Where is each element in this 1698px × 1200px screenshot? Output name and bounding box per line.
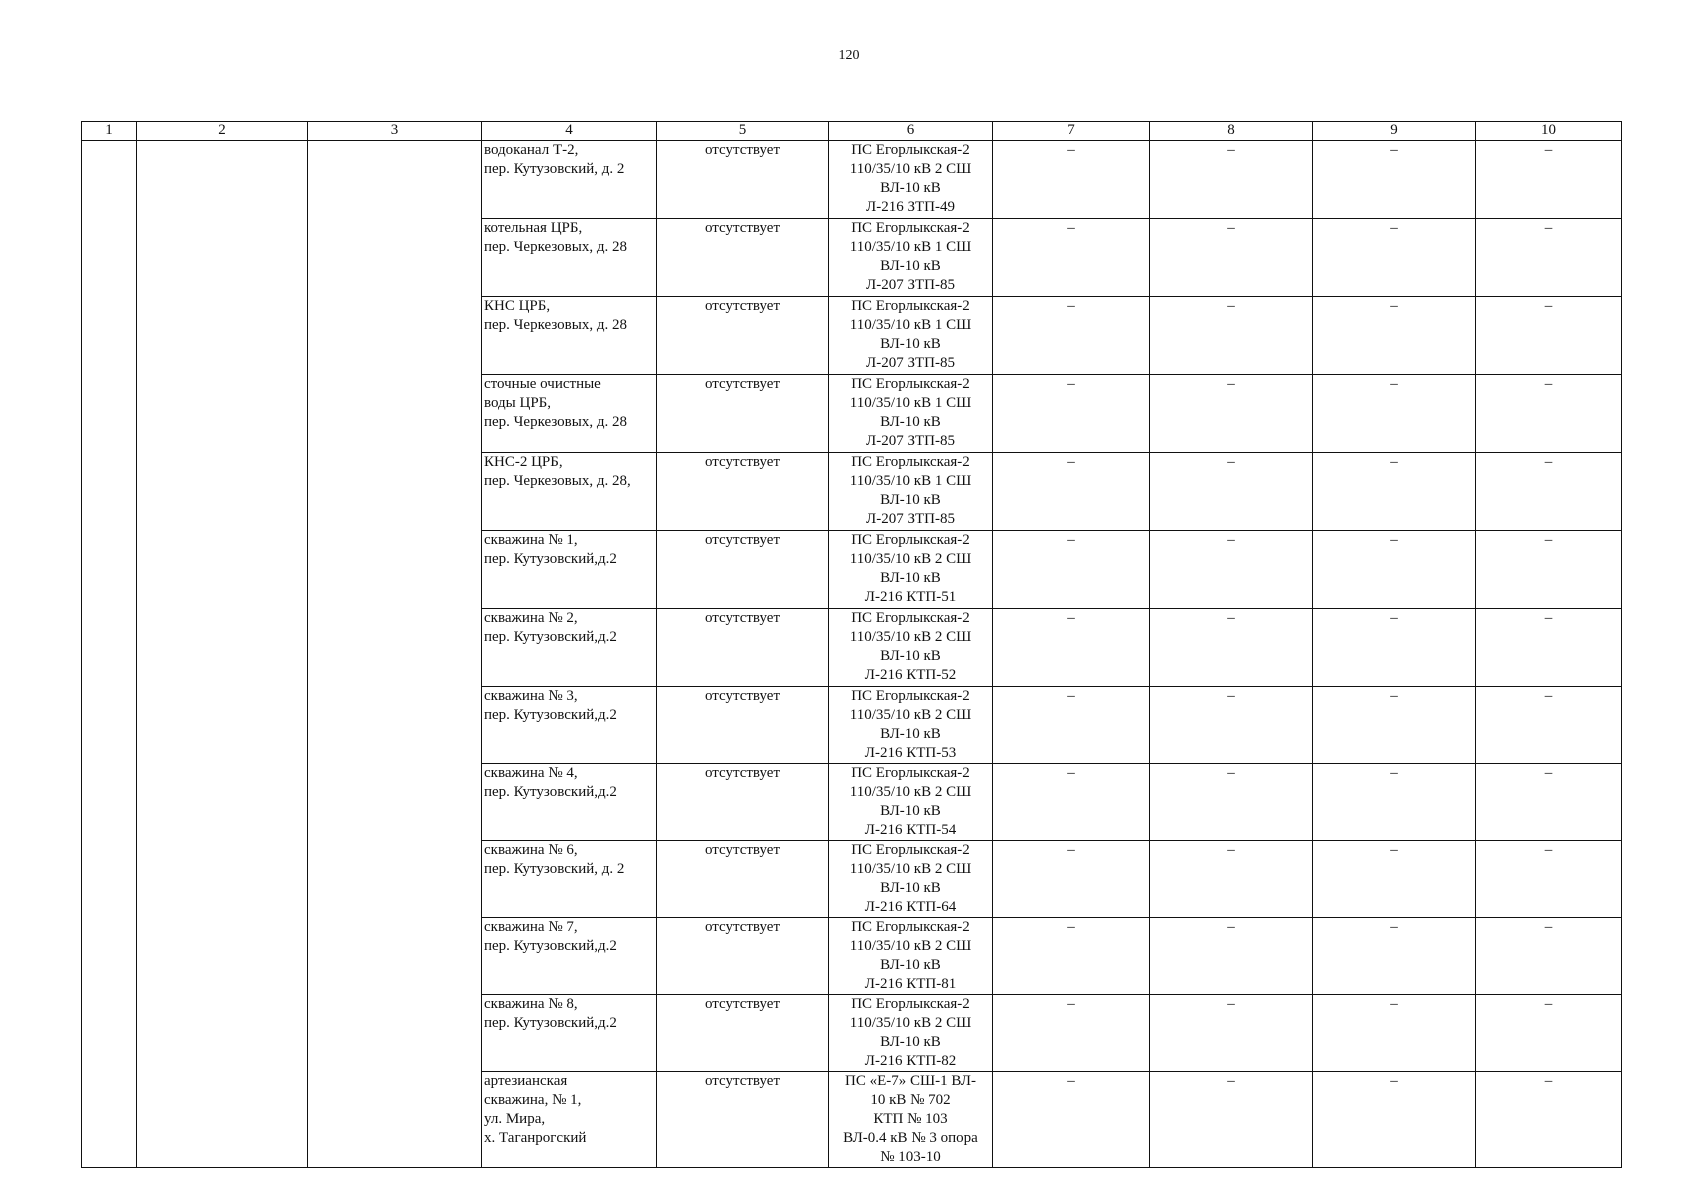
column-header: 2 <box>137 122 308 141</box>
dash-cell-c9: – <box>1313 1072 1476 1168</box>
column-header: 8 <box>1150 122 1313 141</box>
power-source-line: Л-216 КТП-52 <box>864 667 957 683</box>
dash-cell-c10: – <box>1476 764 1622 841</box>
object-line: пер. Кутузовский,д.2 <box>484 707 617 723</box>
status-cell: отсутствует <box>657 687 829 764</box>
power-source-line: 110/35/10 кВ 2 СШ <box>849 938 972 954</box>
table-row <box>82 141 1622 219</box>
power-source-line: ВЛ-10 кВ <box>880 180 941 196</box>
column-header: 3 <box>308 122 482 141</box>
object-line: пер. Кутузовский, д. 2 <box>484 861 625 877</box>
power-source-line: КТП № 103 <box>873 1111 948 1127</box>
power-source-line: ВЛ-10 кВ <box>880 258 941 274</box>
dash-cell-c8: – <box>1150 764 1313 841</box>
power-source-line: ВЛ-10 кВ <box>880 803 941 819</box>
object-cell <box>482 1072 657 1168</box>
object-line: пер. Кутузовский,д.2 <box>484 784 617 800</box>
dash-cell-c9: – <box>1313 764 1476 841</box>
power-source-line: ВЛ-10 кВ <box>880 570 941 586</box>
status-cell: отсутствует <box>657 375 829 453</box>
power-source-line: ВЛ-10 кВ <box>880 648 941 664</box>
power-source-line: ВЛ-10 кВ <box>880 726 941 742</box>
dash-cell-c7: – <box>993 531 1150 609</box>
dash-cell-c7: – <box>993 764 1150 841</box>
status-cell: отсутствует <box>657 297 829 375</box>
power-source-line: Л-216 ЗТП-49 <box>866 199 955 215</box>
object-line: пер. Черкезовых, д. 28 <box>484 414 627 430</box>
dash-cell-c10: – <box>1476 609 1622 687</box>
object-cell <box>482 297 657 375</box>
data-table <box>81 121 1622 1168</box>
power-source-cell <box>829 918 993 995</box>
object-line: пер. Кутузовский,д.2 <box>484 629 617 645</box>
object-line: пер. Кутузовский, д. 2 <box>484 161 625 177</box>
power-source-line: ПС Егорлыкская-2 <box>851 842 970 858</box>
dash-cell-c7: – <box>993 995 1150 1072</box>
dash-cell-c8: – <box>1150 918 1313 995</box>
dash-cell-c7: – <box>993 687 1150 764</box>
power-source-line: 110/35/10 кВ 2 СШ <box>849 861 972 877</box>
dash-cell-c9: – <box>1313 609 1476 687</box>
power-source-cell <box>829 609 993 687</box>
dash-cell-c9: – <box>1313 375 1476 453</box>
power-source-cell <box>829 687 993 764</box>
dash-cell-c10: – <box>1476 918 1622 995</box>
dash-cell-c10: – <box>1476 1072 1622 1168</box>
power-source-line: Л-216 КТП-81 <box>864 976 957 992</box>
object-line: скважина № 4, <box>484 765 578 781</box>
dash-cell-c10: – <box>1476 995 1622 1072</box>
power-source-line: 110/35/10 кВ 1 СШ <box>849 317 972 333</box>
power-source-cell <box>829 141 993 219</box>
power-source-line: 110/35/10 кВ 2 СШ <box>849 629 972 645</box>
power-source-line: ВЛ-10 кВ <box>880 1034 941 1050</box>
power-source-cell <box>829 375 993 453</box>
object-cell <box>482 531 657 609</box>
power-source-line: ВЛ-10 кВ <box>880 880 941 896</box>
dash-cell-c10: – <box>1476 141 1622 219</box>
object-cell <box>482 453 657 531</box>
power-source-line: ПС Егорлыкская-2 <box>851 220 970 236</box>
power-source-cell <box>829 841 993 918</box>
power-source-line: Л-216 КТП-53 <box>864 745 957 761</box>
object-cell <box>482 687 657 764</box>
object-cell <box>482 375 657 453</box>
dash-cell-c8: – <box>1150 841 1313 918</box>
object-line: КНС ЦРБ, <box>484 298 551 314</box>
object-line: пер. Черкезовых, д. 28 <box>484 317 627 333</box>
object-line: скважина № 7, <box>484 919 578 935</box>
power-source-line: 110/35/10 кВ 2 СШ <box>849 784 972 800</box>
dash-cell-c9: – <box>1313 453 1476 531</box>
status-cell: отсутствует <box>657 1072 829 1168</box>
dash-cell-c10: – <box>1476 375 1622 453</box>
power-source-line: ПС Егорлыкская-2 <box>851 919 970 935</box>
dash-cell-c10: – <box>1476 531 1622 609</box>
object-line: ул. Мира, <box>484 1111 546 1127</box>
power-source-line: № 103-10 <box>880 1149 941 1165</box>
dash-cell-c10: – <box>1476 453 1622 531</box>
object-cell <box>482 764 657 841</box>
column-header: 7 <box>993 122 1150 141</box>
object-line: х. Таганрогский <box>484 1130 587 1146</box>
power-source-line: ПС «Е-7» СШ-1 ВЛ- <box>845 1073 976 1089</box>
power-source-line: ПС Егорлыкская-2 <box>851 454 970 470</box>
column-header: 9 <box>1313 122 1476 141</box>
dash-cell-c10: – <box>1476 297 1622 375</box>
power-source-line: ВЛ-10 кВ <box>880 336 941 352</box>
dash-cell-c8: – <box>1150 531 1313 609</box>
dash-cell-c8: – <box>1150 453 1313 531</box>
power-source-line: ПС Егорлыкская-2 <box>851 298 970 314</box>
object-line: пер. Кутузовский,д.2 <box>484 551 617 567</box>
column-header: 6 <box>829 122 993 141</box>
power-source-line: ПС Егорлыкская-2 <box>851 688 970 704</box>
merged-empty-cell-col2 <box>137 141 308 1168</box>
dash-cell-c7: – <box>993 375 1150 453</box>
dash-cell-c9: – <box>1313 687 1476 764</box>
object-line: пер. Кутузовский,д.2 <box>484 1015 617 1031</box>
power-source-line: ПС Егорлыкская-2 <box>851 996 970 1012</box>
dash-cell-c8: – <box>1150 1072 1313 1168</box>
dash-cell-c8: – <box>1150 141 1313 219</box>
power-source-cell <box>829 1072 993 1168</box>
dash-cell-c8: – <box>1150 609 1313 687</box>
power-source-line: Л-207 ЗТП-85 <box>866 511 955 527</box>
dash-cell-c9: – <box>1313 995 1476 1072</box>
column-header: 4 <box>482 122 657 141</box>
power-source-line: 110/35/10 кВ 2 СШ <box>849 161 972 177</box>
power-source-line: ПС Егорлыкская-2 <box>851 142 970 158</box>
object-line: скважина № 6, <box>484 842 578 858</box>
dash-cell-c9: – <box>1313 841 1476 918</box>
power-source-cell <box>829 453 993 531</box>
dash-cell-c8: – <box>1150 995 1313 1072</box>
object-cell <box>482 918 657 995</box>
status-cell: отсутствует <box>657 841 829 918</box>
power-source-line: 110/35/10 кВ 1 СШ <box>849 473 972 489</box>
object-line: артезианская <box>484 1073 568 1089</box>
dash-cell-c7: – <box>993 841 1150 918</box>
status-cell: отсутствует <box>657 918 829 995</box>
status-cell: отсутствует <box>657 609 829 687</box>
dash-cell-c7: – <box>993 918 1150 995</box>
dash-cell-c10: – <box>1476 219 1622 297</box>
object-cell <box>482 219 657 297</box>
status-cell: отсутствует <box>657 219 829 297</box>
power-source-line: ПС Егорлыкская-2 <box>851 765 970 781</box>
object-cell <box>482 141 657 219</box>
dash-cell-c7: – <box>993 141 1150 219</box>
power-source-line: ПС Егорлыкская-2 <box>851 610 970 626</box>
column-header: 10 <box>1476 122 1622 141</box>
power-source-line: Л-216 КТП-51 <box>864 589 957 605</box>
object-line: пер. Кутузовский,д.2 <box>484 938 617 954</box>
dash-cell-c10: – <box>1476 841 1622 918</box>
dash-cell-c8: – <box>1150 687 1313 764</box>
power-source-cell <box>829 297 993 375</box>
merged-empty-cell-col3 <box>308 141 482 1168</box>
column-number-row <box>82 122 1622 141</box>
object-cell <box>482 995 657 1072</box>
dash-cell-c9: – <box>1313 918 1476 995</box>
power-source-line: 110/35/10 кВ 1 СШ <box>849 239 972 255</box>
column-header: 5 <box>657 122 829 141</box>
dash-cell-c9: – <box>1313 219 1476 297</box>
object-line: сточные очистные <box>484 376 601 392</box>
power-source-cell <box>829 219 993 297</box>
power-source-cell <box>829 764 993 841</box>
power-source-line: Л-216 КТП-54 <box>864 822 957 838</box>
object-line: водоканал Т-2, <box>484 142 579 158</box>
object-cell <box>482 841 657 918</box>
power-source-line: ВЛ-10 кВ <box>880 957 941 973</box>
dash-cell-c8: – <box>1150 219 1313 297</box>
status-cell: отсутствует <box>657 531 829 609</box>
column-header: 1 <box>82 122 137 141</box>
power-source-line: 10 кВ № 702 <box>870 1092 951 1108</box>
status-cell: отсутствует <box>657 764 829 841</box>
object-line: скважина № 2, <box>484 610 578 626</box>
dash-cell-c7: – <box>993 219 1150 297</box>
power-source-line: Л-216 КТП-64 <box>864 899 957 915</box>
dash-cell-c9: – <box>1313 141 1476 219</box>
power-source-line: Л-207 ЗТП-85 <box>866 355 955 371</box>
power-source-line: Л-216 КТП-82 <box>864 1053 957 1069</box>
object-cell <box>482 609 657 687</box>
power-source-line: Л-207 ЗТП-85 <box>866 433 955 449</box>
power-source-line: ПС Егорлыкская-2 <box>851 376 970 392</box>
object-line: котельная ЦРБ, <box>484 220 583 236</box>
dash-cell-c7: – <box>993 609 1150 687</box>
power-source-line: 110/35/10 кВ 2 СШ <box>849 1015 972 1031</box>
power-source-line: ВЛ-10 кВ <box>880 414 941 430</box>
power-source-line: Л-207 ЗТП-85 <box>866 277 955 293</box>
power-source-line: 110/35/10 кВ 1 СШ <box>849 395 972 411</box>
dash-cell-c7: – <box>993 297 1150 375</box>
status-cell: отсутствует <box>657 995 829 1072</box>
object-line: пер. Черкезовых, д. 28, <box>484 473 631 489</box>
page-number: 120 <box>838 48 860 63</box>
dash-cell-c10: – <box>1476 687 1622 764</box>
power-source-cell <box>829 995 993 1072</box>
power-source-line: ВЛ-0.4 кВ № 3 опора <box>843 1130 978 1146</box>
dash-cell-c9: – <box>1313 531 1476 609</box>
power-source-line: 110/35/10 кВ 2 СШ <box>849 551 972 567</box>
object-line: КНС-2 ЦРБ, <box>484 454 563 470</box>
dash-cell-c7: – <box>993 453 1150 531</box>
dash-cell-c7: – <box>993 1072 1150 1168</box>
object-line: пер. Черкезовых, д. 28 <box>484 239 627 255</box>
object-line: скважина № 3, <box>484 688 578 704</box>
object-line: воды ЦРБ, <box>484 395 552 411</box>
power-source-line: ВЛ-10 кВ <box>880 492 941 508</box>
power-source-line: ПС Егорлыкская-2 <box>851 532 970 548</box>
object-line: скважина № 8, <box>484 996 578 1012</box>
power-source-cell <box>829 531 993 609</box>
status-cell: отсутствует <box>657 141 829 219</box>
power-source-line: 110/35/10 кВ 2 СШ <box>849 707 972 723</box>
status-cell: отсутствует <box>657 453 829 531</box>
merged-empty-cell-col1 <box>82 141 137 1168</box>
dash-cell-c9: – <box>1313 297 1476 375</box>
object-line: скважина, № 1, <box>484 1092 582 1108</box>
dash-cell-c8: – <box>1150 297 1313 375</box>
dash-cell-c8: – <box>1150 375 1313 453</box>
object-line: скважина № 1, <box>484 532 578 548</box>
